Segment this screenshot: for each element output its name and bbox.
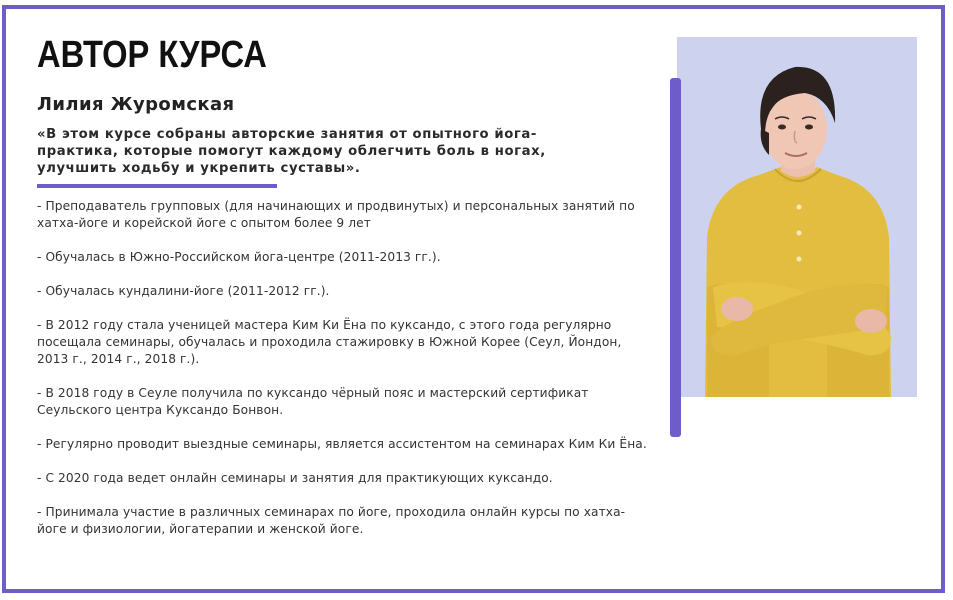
bio-item: - Обучалась кундалини-йоге (2011-2012 гг.). — [37, 284, 330, 298]
bio-list — [37, 198, 647, 555]
author-portrait-illustration — [677, 37, 917, 397]
bio-item: - С 2020 года ведет онлайн семинары и занятия для практикующих куксандо. — [37, 471, 553, 485]
bio-item: - Обучалась в Южно-Российском йога-центре (2011-2013 гг.). — [37, 250, 441, 264]
bio-item: - В 2018 году в Сеуле получила по куксандо чёрный пояс и мастерский сертификат Сеульского центра Куксандо Бонвон. — [37, 386, 589, 417]
accent-bar — [670, 78, 681, 437]
author-photo — [677, 37, 917, 397]
section-divider — [37, 184, 277, 188]
author-name: Лилия Журомская — [37, 94, 235, 115]
page-title: АВТОР КУРСА — [37, 34, 267, 76]
bio-item: - Преподаватель групповых (для начинающих и продвинутых) и персональных занятий по хатха-йоге и корейской йоге с опытом более 9 лет — [37, 199, 635, 230]
author-quote: «В этом курсе собраны авторские занятия от опытного йога-практика, которые помогут каждому облегчить боль в ногах, улучшить ходьбу и укрепить суставы». — [37, 127, 546, 176]
bio-item: - Принимала участие в различных семинарах по йоге, проходила онлайн курсы по хатха-йоге и физиологии, йогатерапии и женской йоге. — [37, 505, 626, 536]
bio-item: - Регулярно проводит выездные семинары, является ассистентом на семинарах Ким Ки Ёна. — [37, 437, 647, 451]
bio-item: - В 2012 году стала ученицей мастера Ким Ки Ёна по куксандо, с этого года регулярно посещала семинары, обучалась и проходила стажировку в Южной Корее (Сеул, Йондон, 2013 г., 2014 г., 2018 г.). — [37, 318, 622, 366]
